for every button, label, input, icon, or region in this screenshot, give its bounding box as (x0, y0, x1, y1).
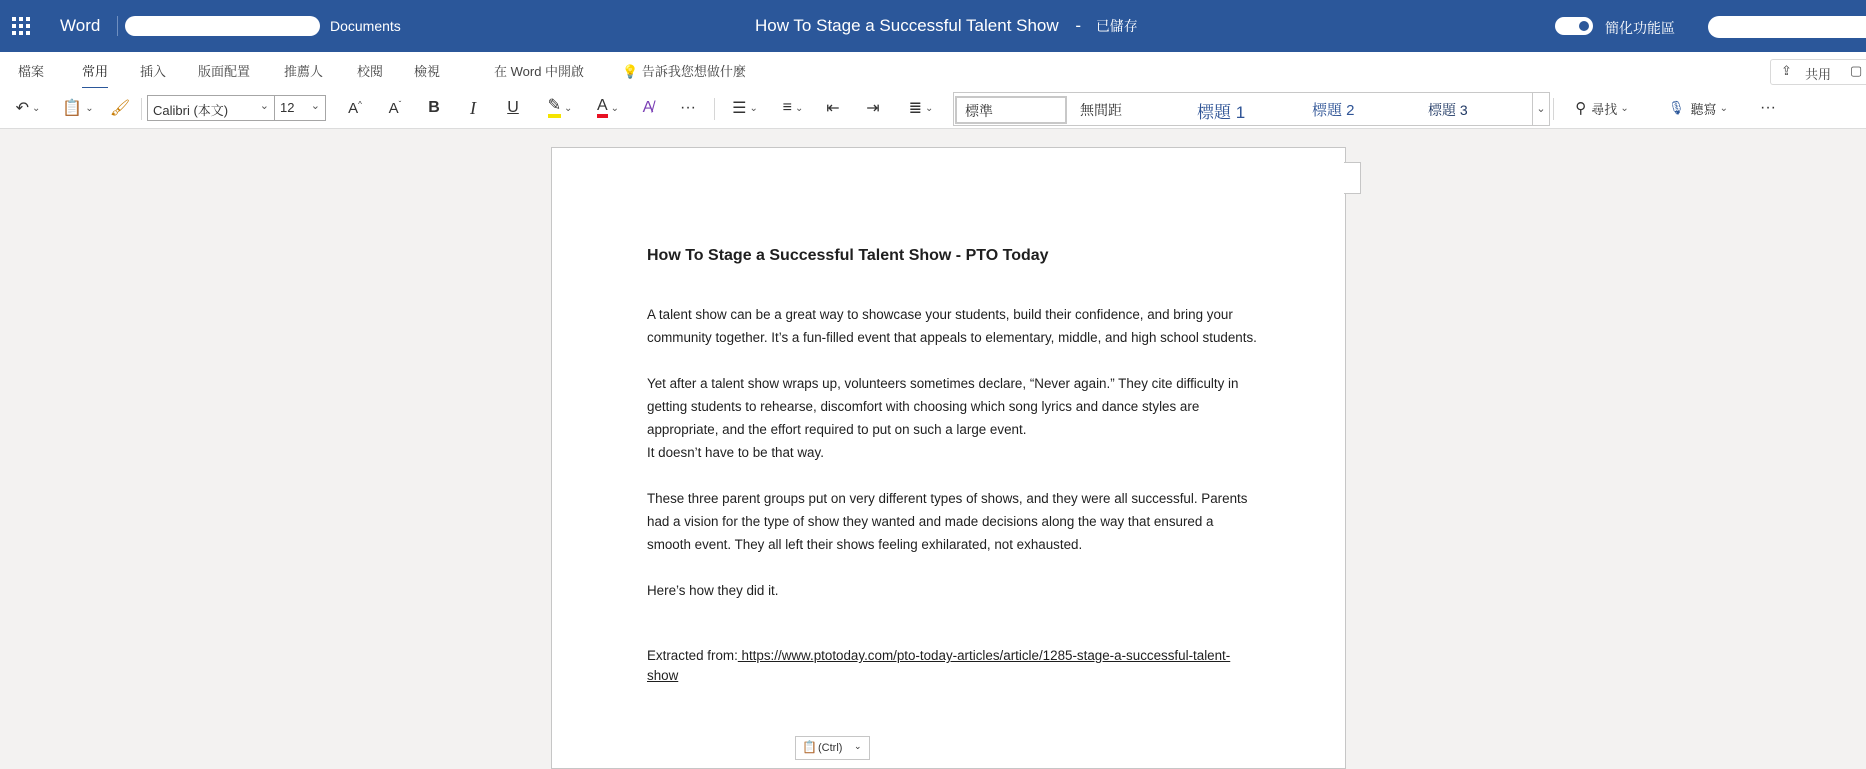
tab-home[interactable]: 常用 (82, 61, 108, 80)
chevron-down-icon: ⌄ (310, 100, 320, 112)
dictate-button[interactable] (1660, 96, 1736, 120)
document-title[interactable] (755, 16, 1138, 36)
bullet-list-icon: ☰ (732, 100, 747, 117)
chevron-down-icon: ⌄ (1719, 102, 1728, 114)
grow-font-icon: A^ (348, 99, 362, 117)
chevron-down-icon: ⌄ (85, 102, 94, 114)
more-icon: ··· (680, 99, 696, 116)
decrease-indent-button[interactable] (822, 96, 844, 120)
comments-button[interactable] (1842, 59, 1866, 85)
redacted-account-path (125, 16, 320, 36)
source-link[interactable]: https://www.ptotoday.com/pto-today-articles/article/1285-stage-a-successful-talent-show (647, 648, 1231, 683)
more-font-options-button[interactable] (675, 96, 701, 120)
lightbulb-icon: 💡 (622, 64, 639, 79)
save-status: 已儲存 (1095, 18, 1138, 34)
tab-layout[interactable]: 版面配置 (198, 64, 251, 79)
grow-font-button[interactable] (345, 96, 365, 120)
paragraph: Here’s how they did it. (647, 583, 779, 598)
source-citation (647, 646, 1257, 686)
share-icon: ⇪ (1781, 63, 1792, 78)
share-label: 共用 (1805, 67, 1832, 82)
chevron-down-icon: ⌄ (794, 102, 804, 114)
search-icon: ⚲ (1575, 100, 1587, 117)
numbering-button[interactable] (775, 96, 811, 120)
tell-me-label: 告訴我您想做什麼 (641, 64, 746, 79)
paste-options-button[interactable] (795, 736, 870, 760)
tab-view[interactable]: 檢視 (414, 64, 441, 79)
document-body[interactable] (647, 245, 1257, 686)
clear-formatting-button[interactable] (637, 96, 659, 120)
find-label: 尋找 (1591, 101, 1618, 117)
more-icon: ··· (1760, 99, 1776, 116)
app-launcher-icon[interactable] (12, 17, 30, 35)
font-size-value: 12 (280, 100, 295, 115)
title-divider (117, 16, 118, 36)
font-size-select[interactable] (274, 95, 326, 121)
style-heading-3[interactable]: 標題 3 (1428, 102, 1468, 118)
font-name-select[interactable] (147, 95, 275, 121)
title-bar (0, 0, 1866, 52)
chevron-down-icon: ⌄ (854, 741, 862, 751)
styles-gallery (953, 92, 1550, 126)
toolbar-divider (1553, 98, 1554, 120)
highlight-color-button[interactable] (542, 96, 578, 120)
italic-button[interactable] (463, 96, 483, 120)
simplified-ribbon-label: 簡化功能區 (1605, 20, 1675, 36)
styles-gallery-expand-button[interactable] (1532, 93, 1549, 125)
format-painter-button[interactable] (108, 96, 132, 120)
chevron-down-icon: ⌄ (1536, 103, 1546, 115)
breadcrumb-chevron-icon: › (316, 18, 320, 32)
title-separator: - (1075, 16, 1082, 35)
numbered-list-icon: ≡ (782, 99, 792, 116)
open-in-desktop-word[interactable]: 在 Word 中開啟 (494, 64, 585, 79)
chevron-down-icon: ⌄ (925, 102, 934, 114)
format-painter-icon: 🖌 (109, 100, 131, 117)
page-side-tab (1344, 162, 1361, 194)
chevron-down-icon: ⌄ (749, 102, 758, 114)
bold-button[interactable] (424, 96, 444, 120)
style-heading-1[interactable]: 標題 1 (1197, 103, 1246, 122)
paste-button[interactable] (60, 96, 96, 120)
tab-insert[interactable]: 插入 (140, 64, 167, 79)
tab-references[interactable]: 推薦人 (284, 64, 324, 79)
tab-review[interactable]: 校閱 (357, 64, 384, 79)
paste-options-label: (Ctrl) (818, 742, 843, 754)
redacted-user-name (1708, 16, 1866, 38)
shrink-font-icon: $A^ˇ$ (388, 99, 402, 117)
clipboard-icon: 📋 (62, 100, 83, 117)
toolbar-divider (141, 98, 142, 120)
home-ribbon-toolbar (0, 88, 1866, 129)
paragraph: These three parent groups put on very different types of shows, and they were all successful. Parents had a vision for the type of show they wanted and made decisions along the way that ensured a smooth event. They all left their shows feeling exhilarated, not exhausted. (647, 491, 1248, 552)
chevron-down-icon: ⌄ (32, 102, 41, 114)
increase-indent-icon: ⇥ (866, 100, 880, 117)
paragraph: It doesn’t have to be that way. (647, 445, 824, 460)
dictate-label: 聽寫 (1690, 101, 1717, 117)
font-color-button[interactable] (590, 96, 626, 120)
font-name-value: Calibri (本文) (153, 103, 229, 118)
document-heading: How To Stage a Successful Talent Show - PTO Today (647, 247, 1049, 264)
undo-button[interactable] (10, 96, 46, 120)
clipboard-icon: 📋 (802, 740, 817, 754)
document-title-text: How To Stage a Successful Talent Show (755, 16, 1059, 35)
italic-icon: I (470, 97, 476, 118)
style-no-spacing[interactable]: 無間距 (1080, 102, 1122, 118)
bold-icon: B (428, 99, 440, 116)
microphone-icon: 🎙 (1668, 100, 1685, 115)
decrease-indent-icon: ⇤ (826, 100, 840, 117)
align-left-icon: ≣ (908, 100, 922, 117)
paragraph: Yet after a talent show wraps up, volunteers sometimes declare, “Never again.” They cite difficulty in getting students to rehearse, discomfort with choosing which song lyrics and dance styles are appropriate, and the effort required to put on such a large event. (647, 376, 1239, 437)
style-heading-2[interactable]: 標題 2 (1312, 102, 1355, 119)
align-button[interactable] (903, 96, 939, 120)
font-color-icon: A (597, 98, 608, 118)
ribbon-tabs (0, 52, 1866, 88)
chevron-down-icon: ⌄ (259, 100, 269, 112)
toolbar-divider (714, 98, 715, 120)
underline-icon: U (507, 99, 519, 116)
bullets-button[interactable] (727, 96, 763, 120)
undo-icon: ↶ (15, 100, 29, 117)
document-page[interactable] (551, 147, 1346, 769)
chevron-down-icon: ⌄ (564, 102, 573, 114)
simplified-ribbon-toggle[interactable] (1555, 17, 1593, 35)
style-normal[interactable]: 標準 (955, 96, 1067, 124)
paragraph: A talent show can be a great way to showcase your students, build their confidence, and bring your community together. It’s a fun-filled event that appeals to elementary, middle, and high school students. (647, 307, 1257, 345)
tell-me-search[interactable] (622, 61, 746, 80)
highlighter-icon: ✎ (548, 98, 561, 118)
comment-icon: ▢ (1850, 63, 1863, 78)
chevron-down-icon: ⌄ (610, 102, 620, 114)
shrink-font-button[interactable] (385, 96, 405, 120)
clear-formatting-icon: A̸ (642, 99, 654, 116)
breadcrumb-documents[interactable]: Documents (330, 18, 401, 34)
app-name[interactable]: Word (60, 16, 101, 35)
extracted-from-label: Extracted from: (647, 648, 738, 663)
tab-file[interactable]: 檔案 (18, 64, 45, 79)
find-button[interactable] (1564, 96, 1640, 120)
chevron-down-icon: ⌄ (1620, 102, 1629, 114)
more-options-button[interactable] (1755, 96, 1781, 120)
underline-button[interactable] (503, 96, 523, 120)
increase-indent-button[interactable] (862, 96, 884, 120)
